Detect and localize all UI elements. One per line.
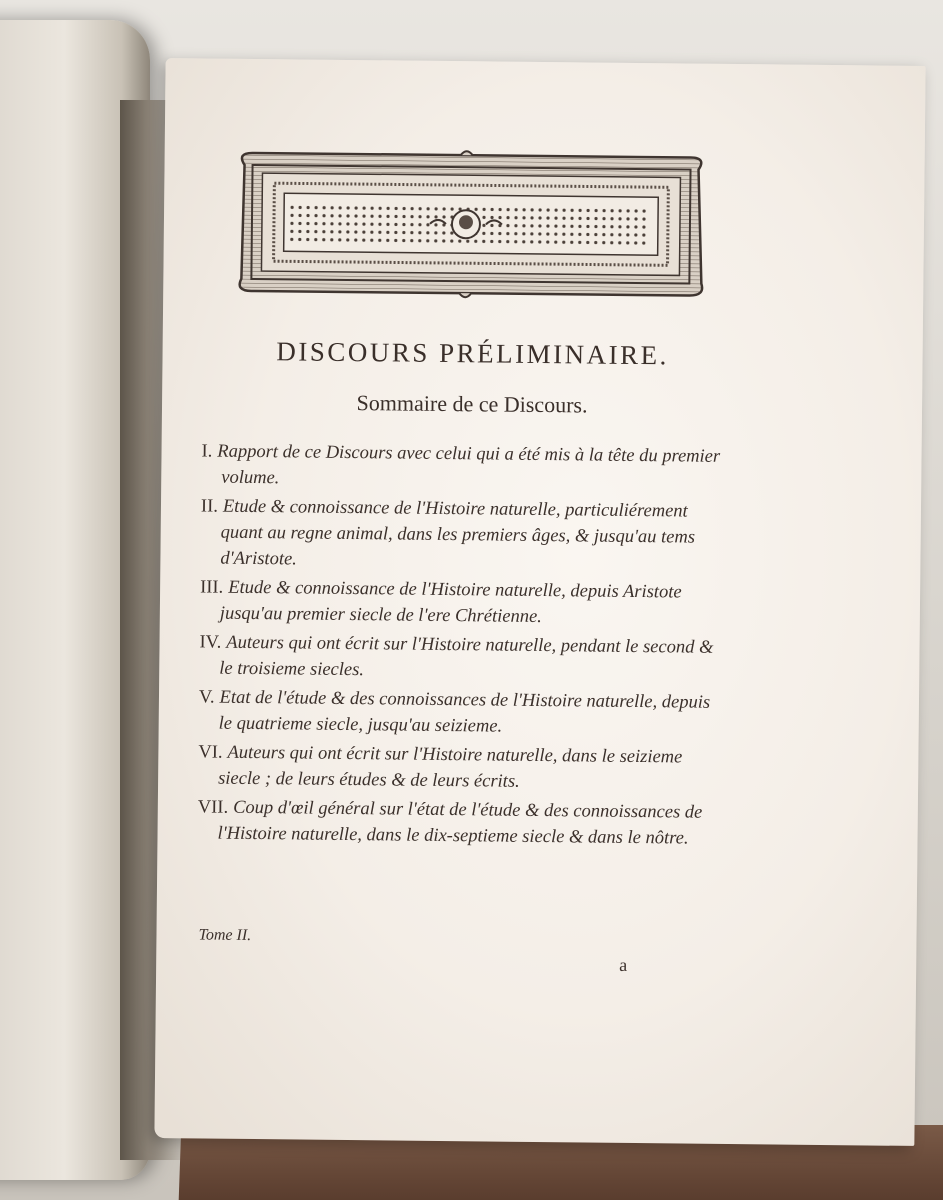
summary-item: [197, 794, 718, 851]
summary-item-number: VI.: [198, 742, 223, 763]
page-title: DISCOURS PRÉLIMINAIRE.: [276, 336, 670, 371]
summary-item-number: I.: [201, 441, 213, 462]
book-page: [154, 58, 925, 1146]
ornamental-headpiece: [231, 147, 711, 302]
summary-item-number: II.: [200, 496, 219, 517]
signature-mark: a: [619, 954, 628, 975]
summary-item-text: Coup d'œil général sur l'état de l'étude & des connoissances de l'Histoire naturelle, dans le dix-septieme siecle & dans le nôtre.: [217, 797, 703, 849]
summary-item-text: Etude & connoissance de l'Histoire naturelle, particuliérement quant au regne animal, dans les premiers âges, & jusqu'au tems d'Aristote.: [220, 496, 696, 570]
summary-item-text: Auteurs qui ont écrit sur l'Histoire naturelle, pendant le second & le troisieme siecles.: [219, 632, 714, 681]
summary-item: [200, 574, 721, 631]
summary-item-number: III.: [200, 577, 224, 598]
summary-list: [197, 438, 721, 854]
summary-item: [201, 438, 722, 495]
summary-item: [198, 739, 719, 796]
summary-item-text: Etude & connoissance de l'Histoire naturelle, depuis Aristote jusqu'au premier siecle de l'ere Chrétienne.: [219, 577, 682, 628]
summary-item: [199, 629, 720, 686]
summary-item: [199, 684, 720, 741]
summary-item-number: V.: [198, 687, 215, 708]
summary-item-text: Auteurs qui ont écrit sur l'Histoire naturelle, dans le seizieme siecle ; de leurs études & de leurs écrits.: [218, 742, 683, 792]
summary-item-text: Etat de l'étude & des connoissances de l'Histoire naturelle, depuis le quatrieme siecle, jusqu'au seizieme.: [218, 687, 711, 737]
summary-item-number: IV.: [199, 632, 222, 653]
summary-item-number: VII.: [197, 797, 229, 818]
volume-note: Tome II.: [198, 926, 252, 944]
summary-item: [200, 493, 721, 576]
summary-item-text: Rapport de ce Discours avec celui qui a été mis à la tête du premier volume.: [217, 441, 721, 489]
page-subtitle: Sommaire de ce Discours.: [356, 390, 588, 418]
